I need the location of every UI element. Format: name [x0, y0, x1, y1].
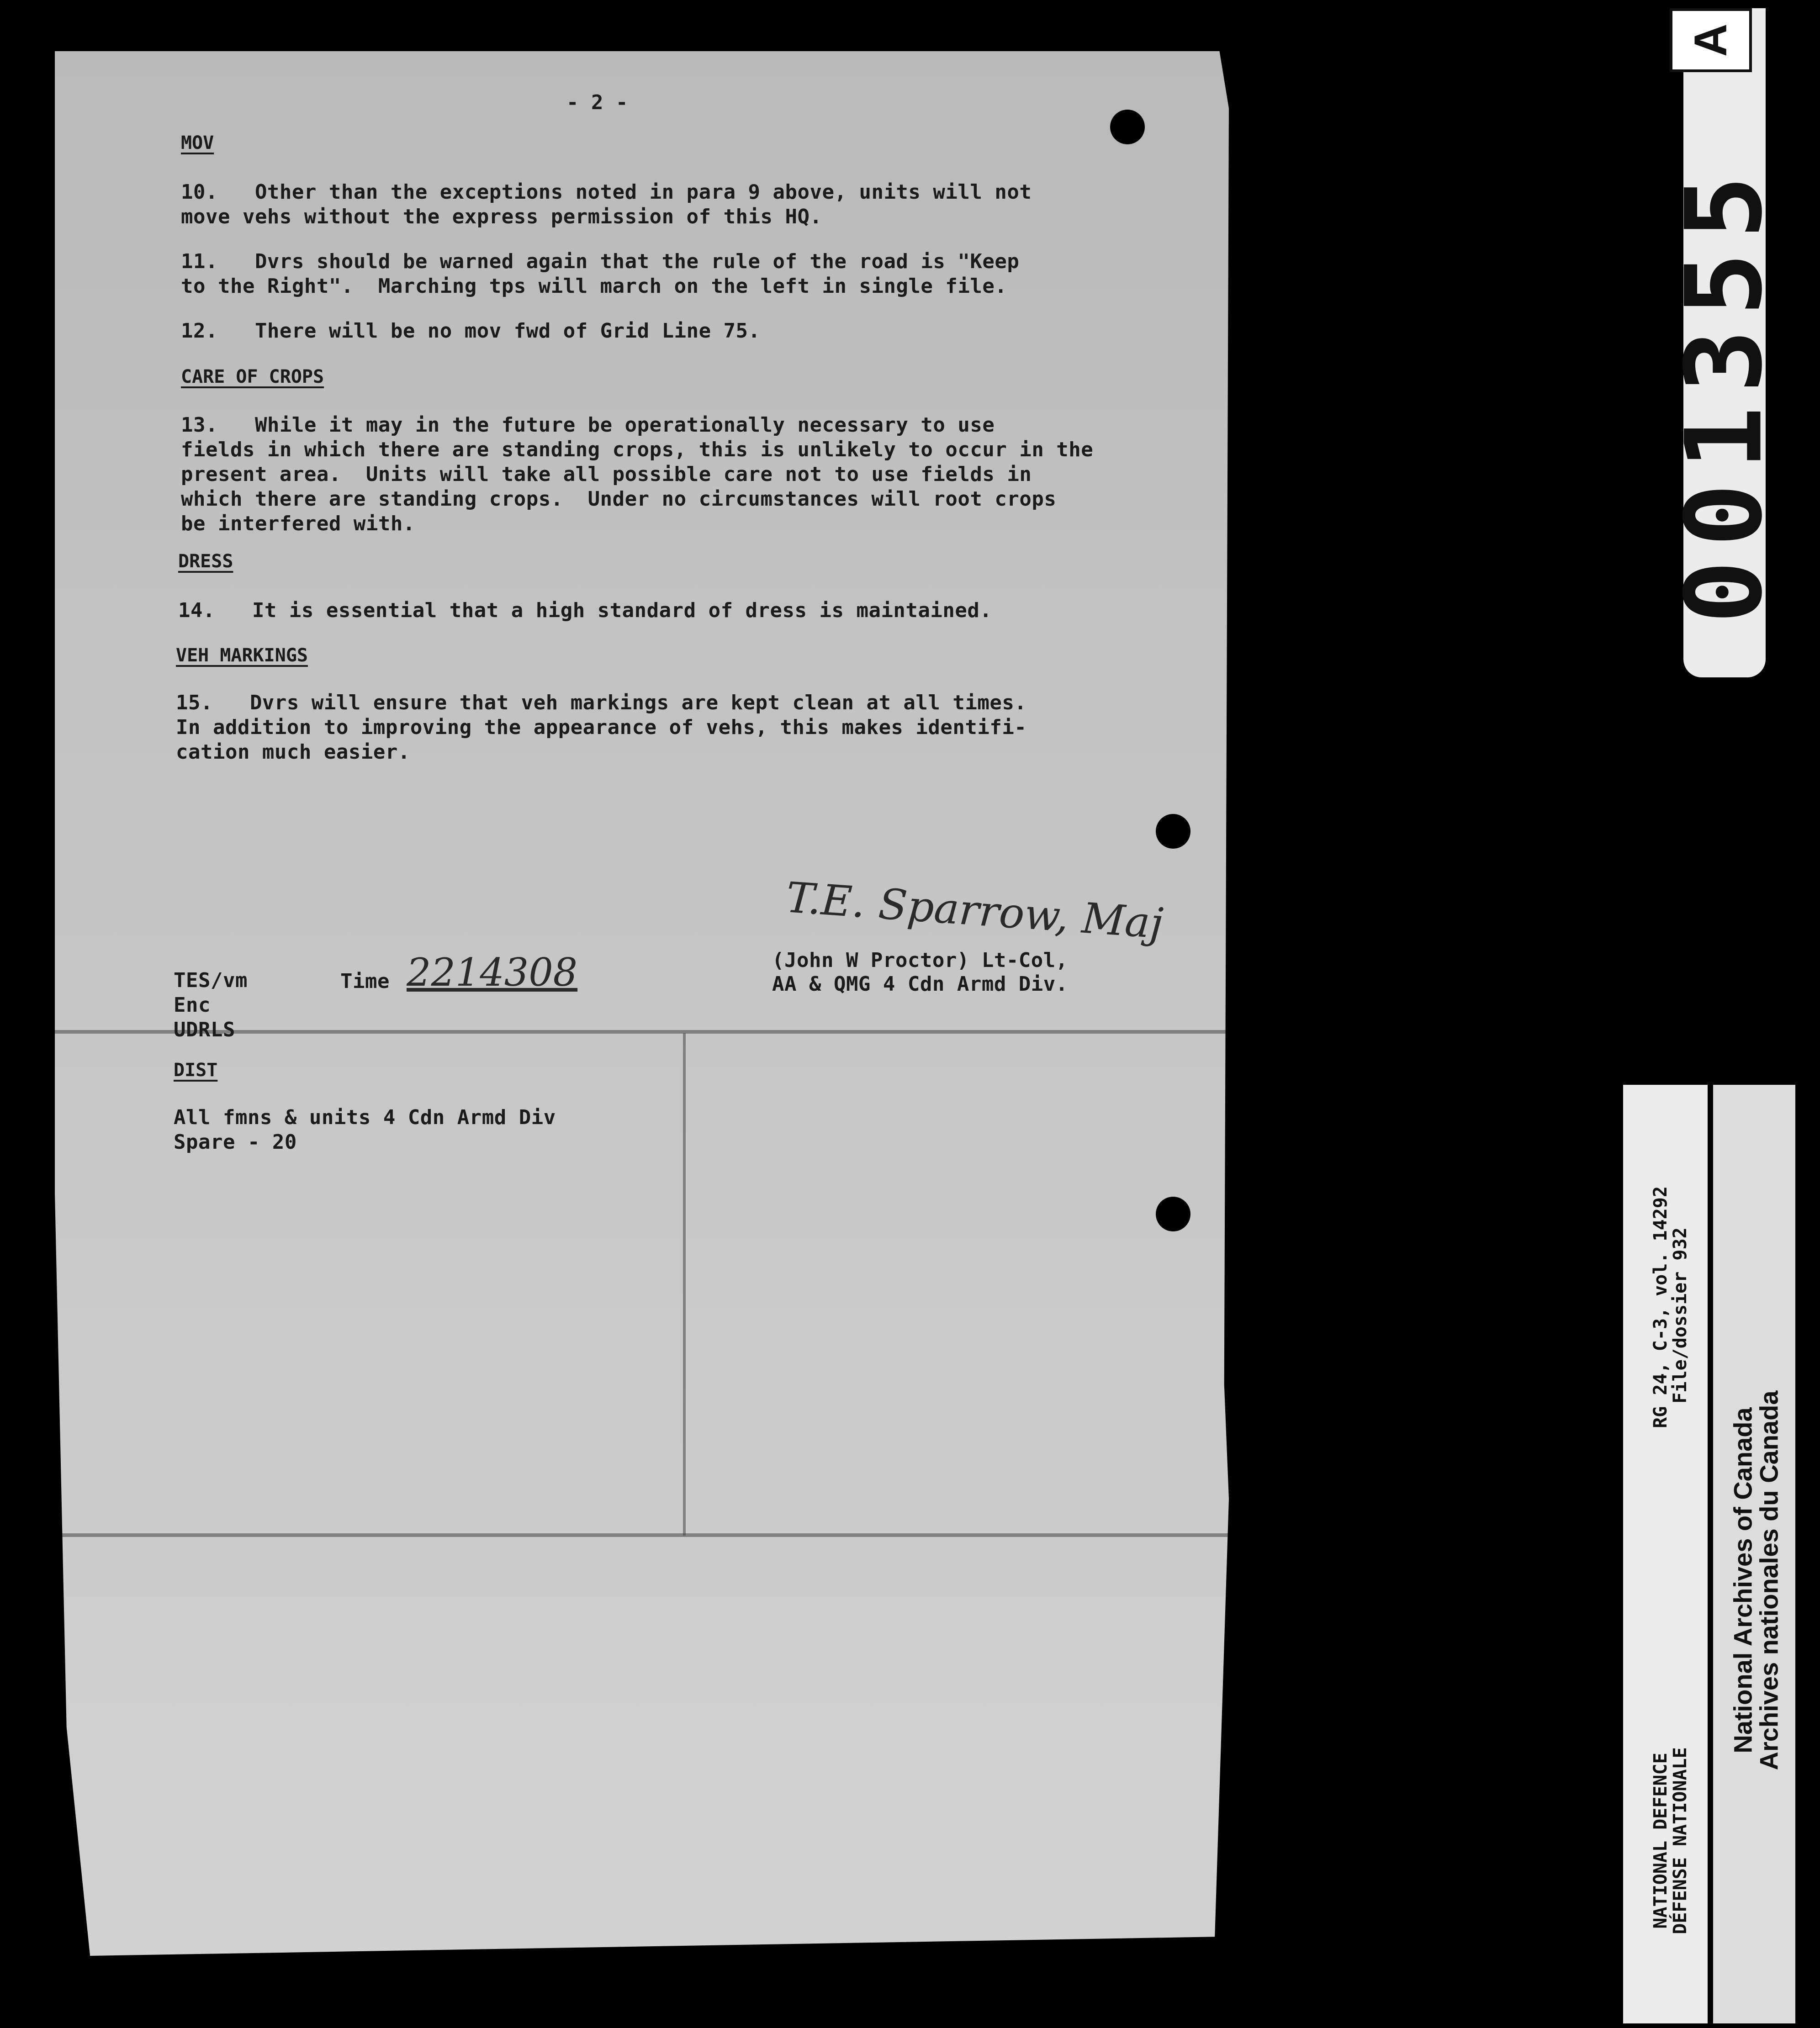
punch-hole — [1156, 814, 1190, 849]
time-value: 2214308 — [407, 950, 578, 995]
section-heading-veh-markings: VEH MARKINGS — [176, 645, 308, 666]
reference-lines: TES/vm Enc UDRLS — [174, 969, 248, 1041]
paragraph-13: 13. While it may in the future be operationally necessary to use fields in which there are standing crops, this is unlikely to occur in the present area. Units will take all possible care not to use fields in which there are standing crops. Under no circumstances will root crops be interfered with. — [181, 413, 1094, 535]
signatory-title: AA & QMG 4 Cdn Armd Div. — [772, 972, 1068, 996]
department-fr: DÉFENSE NATIONALE — [1670, 1747, 1691, 1934]
time-label: Time — [340, 970, 390, 993]
section-heading-crops: CARE OF CROPS — [181, 366, 324, 387]
paragraph-15: 15. Dvrs will ensure that veh markings are kept clean at all times. In addition to improving the appearance of vehs, this makes identifi- cation much easier. — [176, 691, 1027, 764]
punch-hole — [1110, 110, 1145, 144]
distribution-list: All fmns & units 4 Cdn Armd Div Spare - 20 — [174, 1106, 556, 1154]
handwritten-signature: T.E. Sparrow, Maj — [784, 873, 1165, 948]
section-heading-dress: DRESS — [178, 551, 233, 572]
section-heading-dist: DIST — [174, 1060, 218, 1081]
record-group-ref: RG 24, C-3, vol. 14292 — [1650, 1186, 1671, 1428]
department-en: NATIONAL DEFENCE — [1650, 1753, 1671, 1929]
archives-name-en: National Archives of Canada — [1728, 1407, 1757, 1753]
archive-id-letter: A — [1685, 23, 1736, 57]
fold-line — [55, 1533, 1229, 1537]
section-heading-mov: MOV — [181, 132, 214, 153]
archive-id-number: 001355 — [1663, 162, 1786, 624]
paragraph-10: 10. Other than the exceptions noted in para 9 above, units will not move vehs without the express permission of this HQ. — [181, 180, 1032, 228]
archives-name-fr: Archives nationales du Canada — [1754, 1390, 1783, 1770]
signatory-name: (John W Proctor) Lt-Col, — [772, 949, 1068, 972]
page-number: - 2 - — [566, 91, 628, 114]
paragraph-14: 14. It is essential that a high standard of dress is maintained. — [178, 599, 992, 622]
archive-id-letter-box — [1670, 8, 1752, 72]
paragraph-11: 11. Dvrs should be warned again that the rule of the road is "Keep to the Right". Marching tps will march on the left in single file. — [181, 250, 1020, 298]
paragraph-12: 12. There will be no mov fwd of Grid Line 75. — [181, 319, 761, 343]
punch-hole — [1156, 1197, 1190, 1231]
file-dossier-ref: File/dossier 932 — [1670, 1227, 1691, 1404]
fold-line — [683, 1033, 686, 1536]
